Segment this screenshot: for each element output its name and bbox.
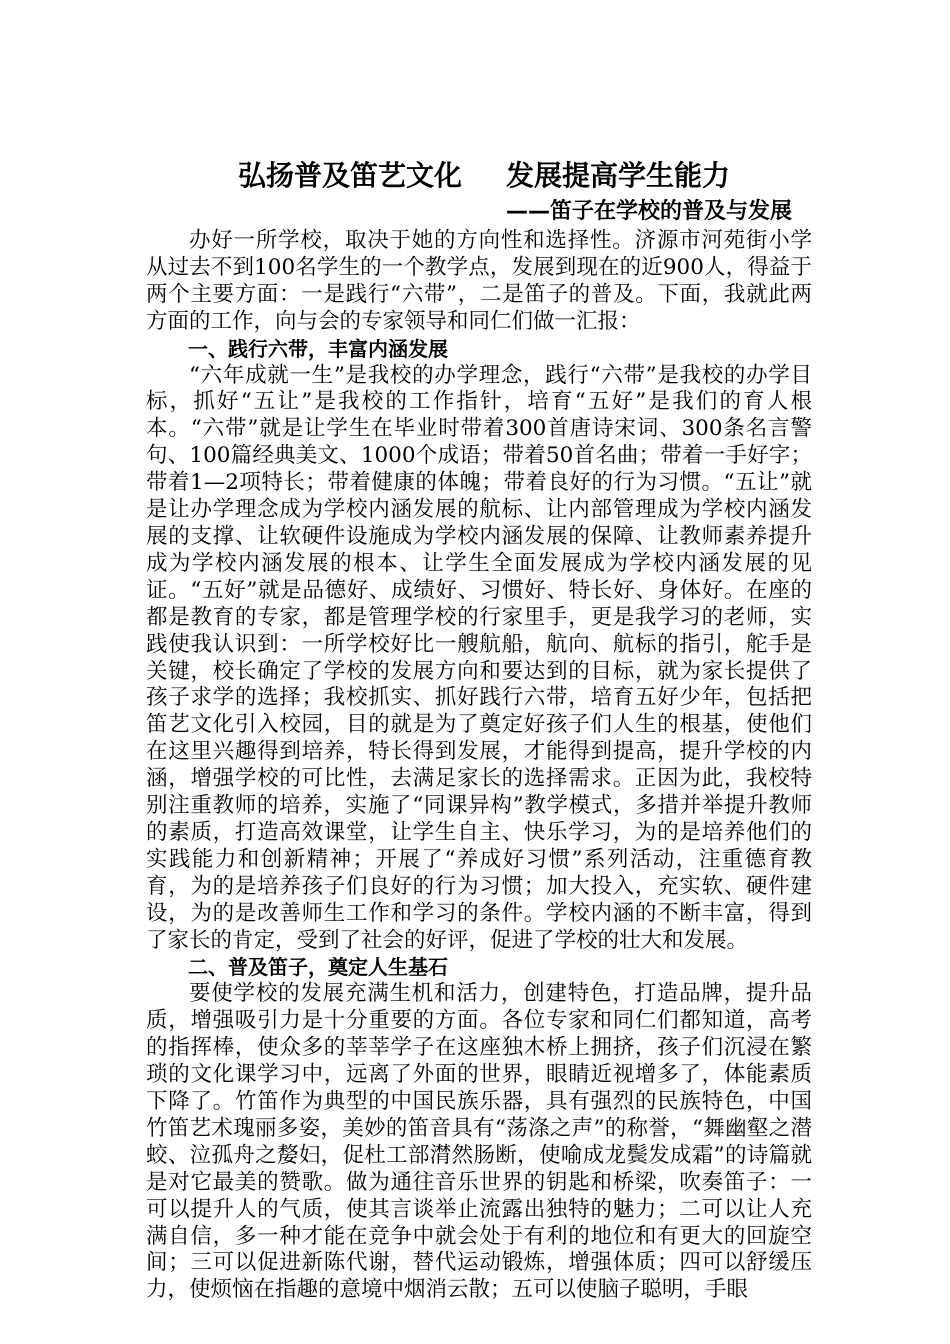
document-title <box>146 156 812 196</box>
section-2-heading: 二、普及笛子，奠定人生基石 <box>188 955 448 980</box>
document-subtitle: ——笛子在学校的普及与发展 <box>505 199 792 224</box>
document-page <box>146 156 812 1304</box>
section-2-paragraph: 要使学校的发展充满生机和活力，创建特色，打造品牌，提升品质，增强吸引力是十分重要的方面。各位专家和同仁们都知道，高考的指挥棒，使众多的莘莘学子在这座独木桥上拥挤，孩子们沉浸在繁琐的文化课学习中，远离了外面的世界，眼睛近视增多了，体能素质下降了。竹笛作为典型的中国民族乐器，具有强烈的民族特色，中国竹笛艺术瑰丽多姿，美妙的笛音具有“荡涤之声”的称誉，“舞幽壑之潜蛟、泣孤舟之嫠妇，促杜工部潸然肠断，使喻成龙鬓发成霜”的诗篇就是对它最美的赞歌。做为通往音乐世界的钥匙和桥梁，吹奏笛子：一可以提升人的气质，使其言谈举止流露出独特的魅力；二可以让人充满自信，多一种才能在竞争中就会处于有利的地位和有更大的回旋空间；三可以促进新陈代谢，替代运动锻炼，增强体质；四可以舒缓压力，使烦恼在指趣的意境中烟消云散；五可以使脑子聪明，手眼 <box>146 981 812 1303</box>
intro-paragraph: 办好一所学校，取决于她的方向性和选择性。济源市河苑街小学从过去不到100名学生的一个教学点，发展到现在的近900人，得益于两个主要方面：一是践行“六带”，二是笛子的普及。下面，我就此两方面的工作，向与会的专家领导和同仁们做一汇报： <box>146 228 812 334</box>
title-part-1: 弘扬普及笛艺文化 <box>237 159 462 192</box>
section-1-paragraph: “六年成就一生”是我校的办学理念，践行“六带”是我校的办学目标，抓好“五让”是我校的工作指针，培育“五好”是我们的育人根本。“六带”就是让学生在毕业时带着300首唐诗宋词、300条名言警句、100篇经典美文、1000个成语；带着50首名曲；带着一手好字；带着1—2项特长；带着健康的体魄；带着良好的行为习惯。“五让”就是让办学理念成为学校内涵发展的航标、让内部管理成为学校内涵发展的支撑、让软硬件设施成为学校内涵发展的保障、让教师素养提升成为学校内涵发展的根本、让学生全面发展成为学校内涵发展的见证。“五好”就是品德好、成绩好、习惯好、特长好、身体好。在座的都是教育的专家，都是管理学校的行家里手，更是我学习的老师，实践使我认识到：一所学校好比一艘航船，航向、航标的指引，舵手是关键，校长确定了学校的发展方向和要达到的目标，就为家长提供了孩子求学的选择；我校抓实、抓好践行六带，培育五好少年，包括把笛艺文化引入校园，目的就是为了奠定好孩子们人生的根基，使他们在这里兴趣得到培养，特长得到发展，才能得到提高，提升学校的内涵，增强学校的可比性，去满足家长的选择需求。正因为此，我校特别注重教师的培养，实施了“同课异构”教学模式，多措并举提升教师的素质，打造高效课堂，让学生自主、快乐学习，为的是培养他们的实践能力和创新精神；开展了“养成好习惯”系列活动，注重德育教育，为的是培养孩子们良好的行为习惯；加大投入，充实软、硬件建设，为的是改善师生工作和学习的条件。学校内涵的不断丰富，得到了家长的肯定，受到了社会的好评，促进了学校的壮大和发展。 <box>146 362 812 953</box>
section-1-heading: 一、践行六带，丰富内涵发展 <box>188 336 448 361</box>
document-body <box>146 228 812 1304</box>
title-part-2: 发展提高学生能力 <box>506 159 731 192</box>
